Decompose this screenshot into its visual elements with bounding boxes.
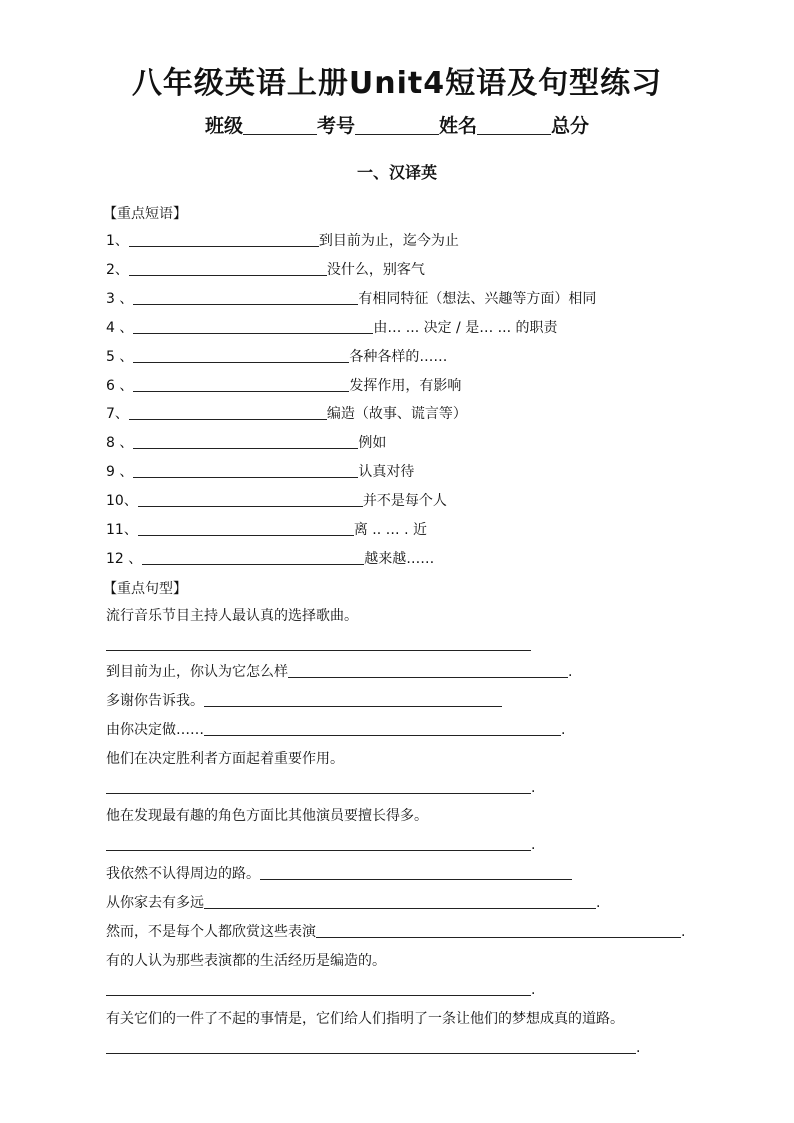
sentence-answer: [106, 778, 535, 798]
phrase-text: 由… ... 决定 / 是… ... 的职责: [373, 320, 558, 336]
answer-blank[interactable]: [142, 549, 364, 565]
student-info-line: [0, 111, 794, 138]
phrase-text: 发挥作用，有影响: [349, 378, 462, 394]
sentence-prompt: 多谢你告诉我。: [106, 693, 204, 709]
answer-blank[interactable]: [106, 980, 531, 996]
answer-blank[interactable]: [129, 404, 327, 420]
name-label: 姓名: [439, 115, 478, 137]
sentence-prompt: 我依然不认得周边的路。: [106, 866, 260, 882]
phrase-item: [106, 549, 434, 569]
answer-blank[interactable]: [106, 1038, 636, 1054]
sentence-prompt: 流行音乐节目主持人最认真的选择歌曲。: [106, 608, 358, 624]
answer-blank[interactable]: [106, 778, 531, 794]
sentence-end: .: [568, 664, 573, 680]
answer-blank[interactable]: [260, 864, 572, 880]
answer-blank[interactable]: [129, 260, 327, 276]
phrase-item: [106, 520, 427, 540]
phrase-text: 认真对待: [358, 464, 415, 480]
phrase-item: [106, 347, 447, 367]
phrase-number: 10、: [106, 493, 138, 509]
sentence-prompt: 由你决定做……: [106, 722, 204, 738]
phrase-number: 1、: [106, 233, 129, 249]
phrase-number: 7、: [106, 406, 129, 422]
class-field[interactable]: [243, 114, 317, 135]
number-field[interactable]: [355, 114, 439, 135]
phrase-number: 12 、: [106, 551, 143, 567]
score-label: 总分: [551, 115, 590, 137]
answer-blank[interactable]: [138, 491, 363, 507]
phrase-number: 9 、: [106, 464, 134, 480]
sentence-end: .: [681, 924, 686, 940]
sentence-end: .: [596, 895, 601, 911]
phrase-item: [106, 260, 425, 280]
sentence-item: [106, 662, 572, 682]
sentence-answer: [106, 980, 535, 1000]
answer-blank[interactable]: [133, 289, 358, 305]
sentence-end: .: [561, 722, 566, 738]
phrase-item: [106, 462, 414, 482]
sentence-item: [106, 922, 685, 942]
sentence-prompt: 从你家去有多远: [106, 895, 204, 911]
answer-blank[interactable]: [106, 835, 531, 851]
phrase-text: 各种各样的……: [349, 349, 448, 365]
sentence-end: .: [531, 837, 536, 853]
phrase-number: 4 、: [106, 320, 134, 336]
sentence-item: [106, 720, 565, 740]
sentence-item: [106, 691, 502, 711]
sentence-end: .: [531, 982, 536, 998]
sentence-item: [106, 864, 572, 884]
section-title: 一、汉译英: [356, 163, 437, 182]
sentence-prompt: 有关它们的一件了不起的事情是，它们给人们指明了一条让他们的梦想成真的道路。: [106, 1011, 624, 1027]
answer-blank[interactable]: [133, 433, 358, 449]
sentence-item: [106, 893, 600, 913]
answer-blank[interactable]: [133, 376, 349, 392]
answer-blank[interactable]: [106, 635, 531, 651]
answer-blank[interactable]: [133, 318, 373, 334]
phrase-item: [106, 318, 557, 338]
sentence-answer: [106, 835, 535, 855]
phrase-item: [106, 231, 459, 251]
answer-blank[interactable]: [133, 462, 358, 478]
phrase-number: 2、: [106, 262, 129, 278]
phrase-text: 有相同特征（想法、兴趣等方面）相同: [358, 291, 597, 307]
sentences-heading: 【重点句型】: [103, 581, 187, 597]
sentence-answer: [106, 635, 531, 655]
sentence-prompt: 然而，不是每个人都欣赏这些表演: [106, 924, 316, 940]
phrase-number: 8 、: [106, 435, 134, 451]
answer-blank[interactable]: [133, 347, 349, 363]
worksheet-title: 八年级英语上册Unit4短语及句型练习: [131, 66, 663, 101]
name-field[interactable]: [477, 114, 551, 135]
phrase-item: [106, 289, 596, 309]
sentence-prompt: 到目前为止，你认为它怎么样: [106, 664, 288, 680]
sentence-prompt: 他们在决定胜利者方面起着重要作用。: [106, 751, 344, 767]
answer-blank[interactable]: [204, 893, 596, 909]
phrase-item: [106, 404, 467, 424]
class-label: 班级: [204, 115, 243, 137]
phrase-number: 11、: [106, 522, 138, 538]
sentence-prompt: 他在发现最有趣的角色方面比其他演员要擅长得多。: [106, 808, 428, 824]
sentence-end: .: [531, 780, 536, 796]
answer-blank[interactable]: [204, 691, 502, 707]
phrase-item: [106, 376, 461, 396]
phrase-text: 并不是每个人: [362, 493, 447, 509]
sentence-answer: [106, 1038, 640, 1058]
phrase-item: [106, 433, 386, 453]
answer-blank[interactable]: [138, 520, 354, 536]
phrase-item: [106, 491, 447, 511]
phrase-text: 例如: [358, 435, 387, 451]
phrase-text: 越来越……: [364, 551, 435, 567]
answer-blank[interactable]: [129, 231, 319, 247]
answer-blank[interactable]: [204, 720, 561, 736]
phrase-number: 5 、: [106, 349, 134, 365]
phrase-text: 离 .. … . 近: [353, 522, 427, 538]
answer-blank[interactable]: [316, 922, 681, 938]
number-label: 考号: [316, 115, 355, 137]
phrases-heading: 【重点短语】: [103, 206, 187, 222]
sentence-prompt: 有的人认为那些表演都的生活经历是编造的。: [106, 953, 386, 969]
phrase-text: 编造（故事、谎言等）: [326, 406, 467, 422]
phrase-number: 3 、: [106, 291, 134, 307]
phrase-number: 6 、: [106, 378, 134, 394]
phrase-text: 没什么，别客气: [326, 262, 425, 278]
phrase-text: 到目前为止，迄今为止: [318, 233, 459, 249]
answer-blank[interactable]: [288, 662, 568, 678]
sentence-end: .: [636, 1040, 641, 1056]
